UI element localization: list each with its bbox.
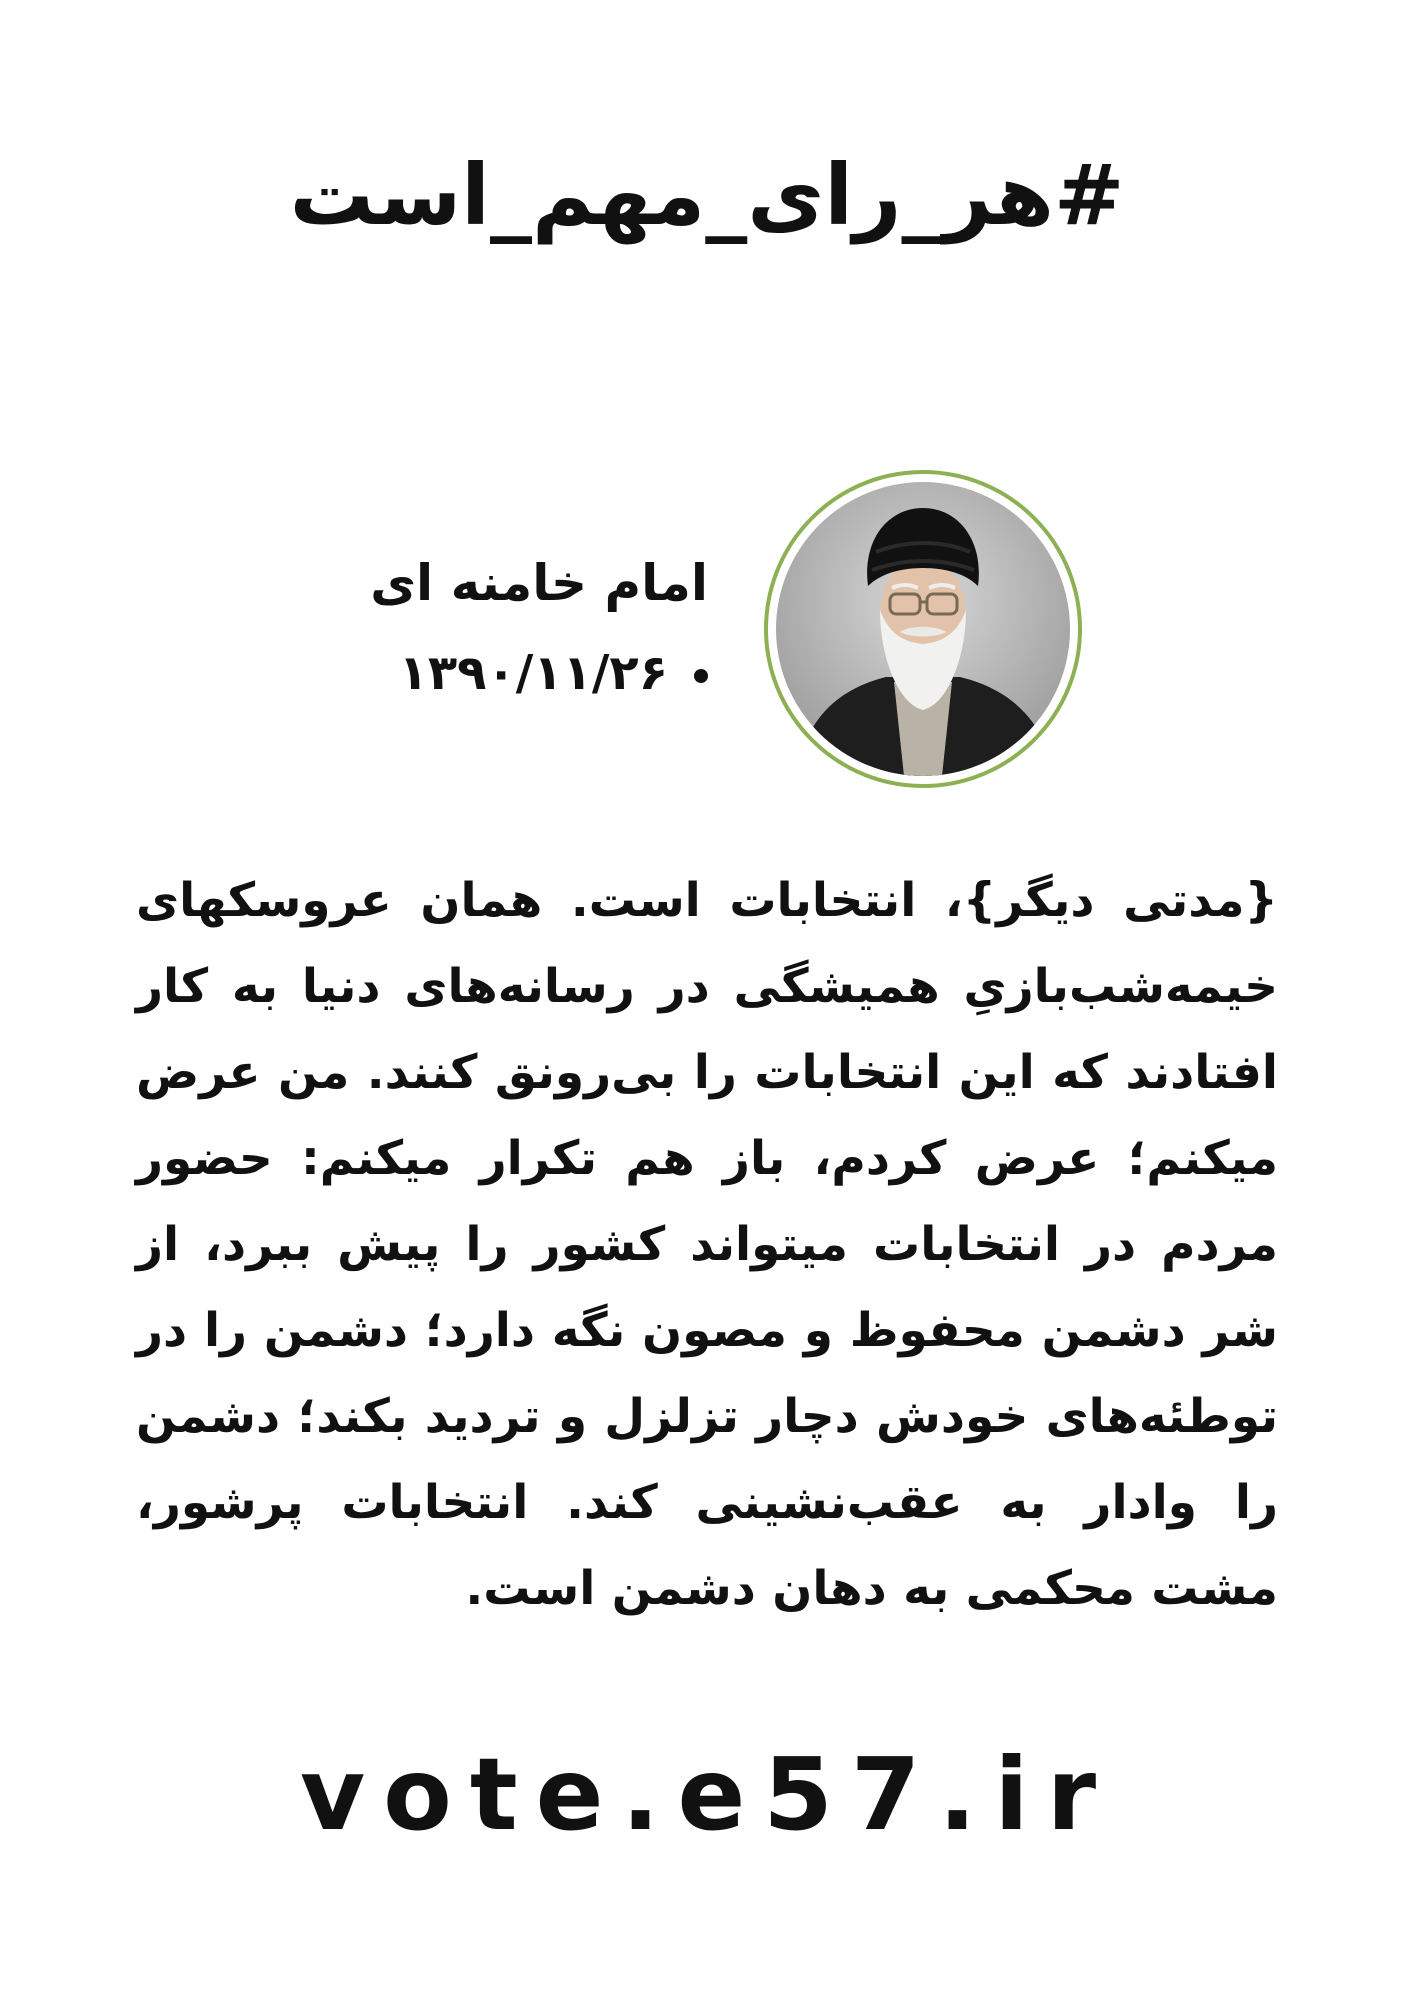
portrait-image bbox=[776, 482, 1070, 776]
quote-text: {مدتی دیگر}، انتخابات است. همان عروسکهای خیمه‌شب‌بازیِ همیشگی در رسانه‌های دنیا به کار افتادند که این انتخابات را بی‌رونق کنند. من عرض میکنم؛ عرض کردم، باز هم تکرار میکنم: حضور مردم در انتخابات میتواند کشور را پیش ببرد، از شر دشمن محفوظ و مصون نگه دارد؛ دشمن را در توطئه‌های خودش دچار تزلزل و تردید بکند؛ دشمن را وادار به عقب‌نشینی کند. انتخابات پرشور، مشت محکمی به دهان دشمن است. bbox=[136, 873, 1278, 1616]
quote-date bbox=[328, 640, 708, 706]
website-link[interactable]: vote.e57.ir bbox=[299, 1736, 1115, 1853]
hashtag-title: #هر_رای_مهم_است bbox=[289, 146, 1125, 244]
author-name: امام خامنه ای bbox=[370, 554, 708, 612]
author-portrait bbox=[764, 470, 1082, 788]
date-text: ۱۳۹۰/۱۱/۲۶ bbox=[398, 645, 668, 701]
bullet-icon bbox=[694, 669, 708, 683]
